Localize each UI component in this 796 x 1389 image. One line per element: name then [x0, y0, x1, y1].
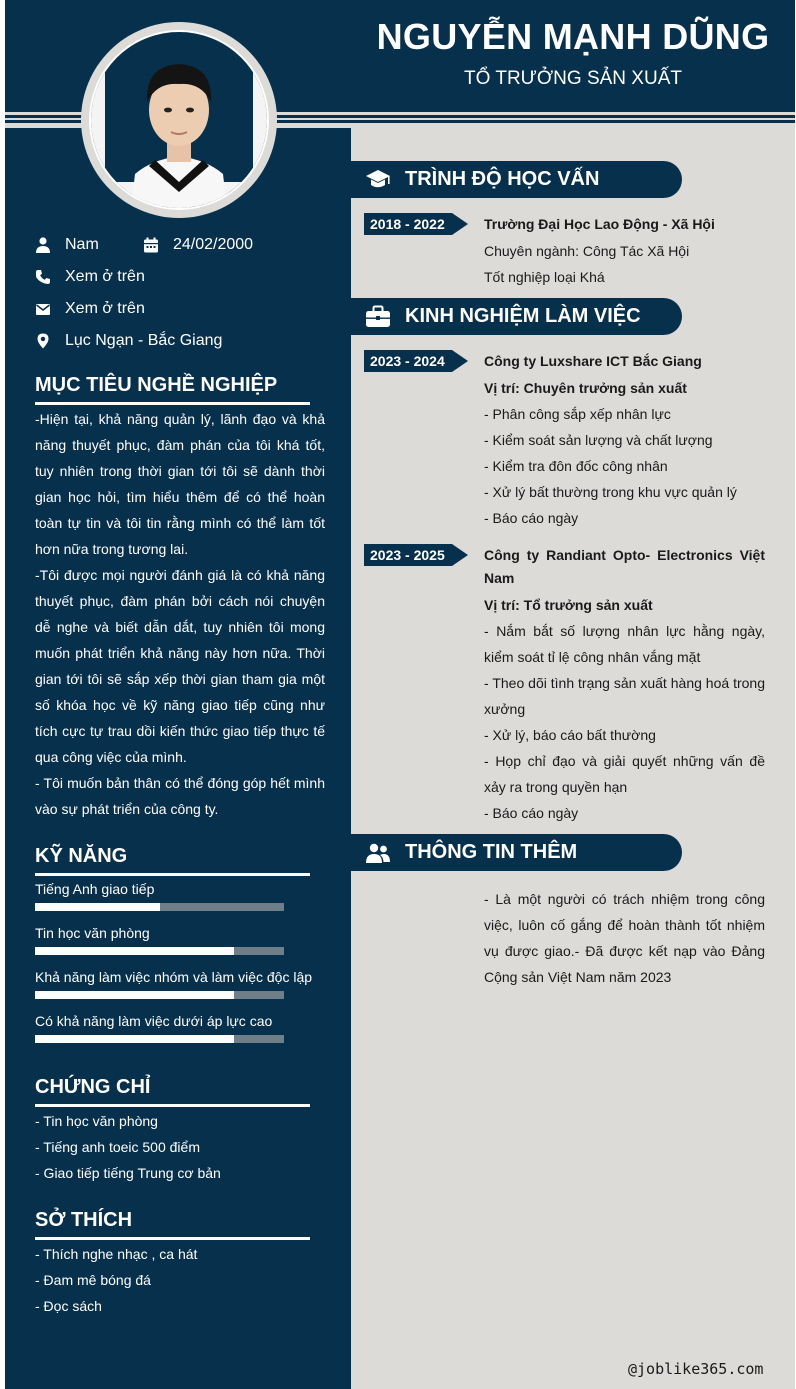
task-item: - Báo cáo ngày — [484, 805, 579, 821]
location-pin-icon — [35, 333, 51, 349]
email-text: Xem ở trên — [65, 300, 145, 317]
profile-photo — [89, 30, 269, 210]
list-item: - Giao tiếp tiếng Trung cơ bản — [35, 1165, 221, 1181]
education-detail: Chuyên ngành: Công Tác Xã Hội — [484, 243, 690, 259]
hobbies-list — [35, 1241, 197, 1319]
experience-title: KINH NGHIỆM LÀM VIỆC — [405, 305, 641, 327]
experience-entry — [484, 544, 765, 826]
skill-bar — [35, 947, 284, 955]
objective-paragraph: - Tôi muốn bản thân có thể đóng góp hết mình vào sự phát triển của công ty. — [35, 775, 325, 817]
year-tag — [364, 213, 468, 235]
phone-text: Xem ở trên — [65, 268, 145, 285]
list-item: - Tiếng anh toeic 500 điểm — [35, 1139, 200, 1155]
task-item: - Báo cáo ngày — [484, 510, 579, 526]
section-underline — [35, 873, 310, 876]
task-item: - Phân công sắp xếp nhân lực — [484, 406, 671, 422]
person-icon — [35, 237, 51, 253]
list-item: - Thích nghe nhạc , ca hát — [35, 1246, 198, 1262]
users-icon — [365, 840, 391, 866]
skill-bar — [35, 1035, 284, 1043]
additional-info-header — [351, 834, 682, 871]
candidate-name: NGUYỄN MẠNH DŨNG — [376, 16, 770, 57]
objective-title: MỤC TIÊU NGHỀ NGHIỆP — [35, 374, 278, 396]
objective-paragraph: -Hiện tại, khả năng quản lý, lãnh đạo và khả năng thuyết phục, đàm phán của tôi khá tốt, tuy nhiên trong thời gian tới tôi sẽ dành thời gian học hỏi, tìm hiểu thêm để có thể hoàn toàn tự tin và tôi tin rằng mình có thể làm tốt hơn nữa trong tương lai. — [35, 411, 325, 557]
skill-level-fill — [35, 903, 160, 911]
address-text: Lục Ngạn - Bắc Giang — [65, 332, 223, 349]
task-item: - Nắm bắt số lượng nhân lực hằng ngày, kiểm soát tỉ lệ công nhân vắng mặt — [484, 623, 765, 665]
additional-info-text: - Là một người có trách nhiệm trong công việc, luôn cố gắng để hoàn thành tốt nhiệm vụ được giao.- Đã được kết nạp vào Đảng Cộng sản Việt Nam năm 2023 — [484, 891, 765, 985]
experience-header — [351, 298, 682, 335]
certificates-list — [35, 1108, 221, 1186]
position-title: Vị trí: Tổ trưởng sản xuất — [484, 597, 653, 613]
skill-bar — [35, 991, 284, 999]
education-detail: Tốt nghiệp loại Khá — [484, 269, 605, 285]
year-range: 2023 - 2025 — [370, 547, 445, 563]
objective-text — [35, 406, 325, 822]
company-name: Công ty Randiant Opto- Electronics Việt Nam — [484, 547, 765, 586]
company-name: Công ty Luxshare ICT Bắc Giang — [484, 353, 702, 369]
skill-label: Khả năng làm việc nhóm và làm việc độc lập — [35, 969, 313, 985]
task-item: - Theo dõi tình trạng sản xuất hàng hoá trong xưởng — [484, 675, 765, 717]
skill-level-fill — [35, 991, 234, 999]
skill-label: Tin học văn phòng — [35, 925, 150, 941]
task-item: - Kiểm tra đôn đốc công nhân — [484, 458, 668, 474]
education-entry — [484, 213, 765, 290]
year-tag — [364, 544, 468, 566]
list-item: - Tin học văn phòng — [35, 1113, 158, 1129]
position-title: Vị trí: Chuyên trưởng sản xuất — [484, 380, 687, 396]
education-title: TRÌNH ĐỘ HỌC VẤN — [405, 168, 600, 190]
year-range: 2018 - 2022 — [370, 216, 445, 232]
experience-entry — [484, 350, 765, 531]
birthday-text: 24/02/2000 — [173, 236, 254, 253]
cv-page — [5, 0, 795, 1389]
section-underline — [35, 402, 310, 405]
section-underline — [35, 1104, 310, 1107]
year-tag — [364, 350, 468, 372]
education-header — [351, 161, 682, 198]
hobbies-title: SỞ THÍCH — [35, 1209, 133, 1231]
briefcase-icon — [365, 304, 391, 330]
section-underline — [35, 1237, 310, 1240]
skill-label: Tiếng Anh giao tiếp — [35, 881, 155, 897]
calendar-icon — [143, 237, 159, 253]
phone-icon — [35, 269, 51, 285]
list-item: - Đam mê bóng đá — [35, 1272, 151, 1288]
job-title: TỔ TRƯỞNG SẢN XUẤT — [464, 68, 682, 89]
skill-level-fill — [35, 1035, 234, 1043]
graduation-cap-icon — [365, 167, 391, 193]
skills-title: KỸ NĂNG — [35, 845, 128, 867]
task-item: - Họp chỉ đạo và giải quyết những vấn đề xảy ra trong quyền hạn — [484, 753, 765, 795]
school-name: Trường Đại Học Lao Động - Xã Hội — [484, 216, 715, 232]
additional-info-title: THÔNG TIN THÊM — [405, 841, 578, 863]
skill-label: Có khả năng làm việc dưới áp lực cao — [35, 1013, 273, 1029]
list-item: - Đọc sách — [35, 1298, 102, 1314]
skill-level-fill — [35, 947, 234, 955]
skill-bar — [35, 903, 284, 911]
task-item: - Xử lý bất thường trong khu vực quản lý — [484, 484, 737, 500]
gender-text: Nam — [65, 236, 99, 253]
year-range: 2023 - 2024 — [370, 353, 445, 369]
certificates-title: CHỨNG CHỈ — [35, 1076, 151, 1098]
objective-paragraph: -Tôi được mọi người đánh giá là có khả năng thuyết phục, đàm phán bởi cách nói chuyện dễ nghe và biết dẫn dắt, tuy nhiên tôi mong muốn phát triển khả năng này hơn nữa. Thời gian tới tôi sẽ sắp xếp thời gian tham gia một số khóa học về kỹ năng giao tiếp cũng như tích cực tự trau dồi kiến thức giao tiếp thực tế qua công việc của mình. — [35, 567, 325, 765]
task-item: - Kiểm soát sản lượng và chất lượng — [484, 432, 713, 448]
avatar — [81, 22, 277, 218]
watermark: @joblike365.com — [628, 1360, 764, 1378]
envelope-icon — [35, 301, 51, 317]
task-item: - Xử lý, báo cáo bất thường — [484, 727, 656, 743]
